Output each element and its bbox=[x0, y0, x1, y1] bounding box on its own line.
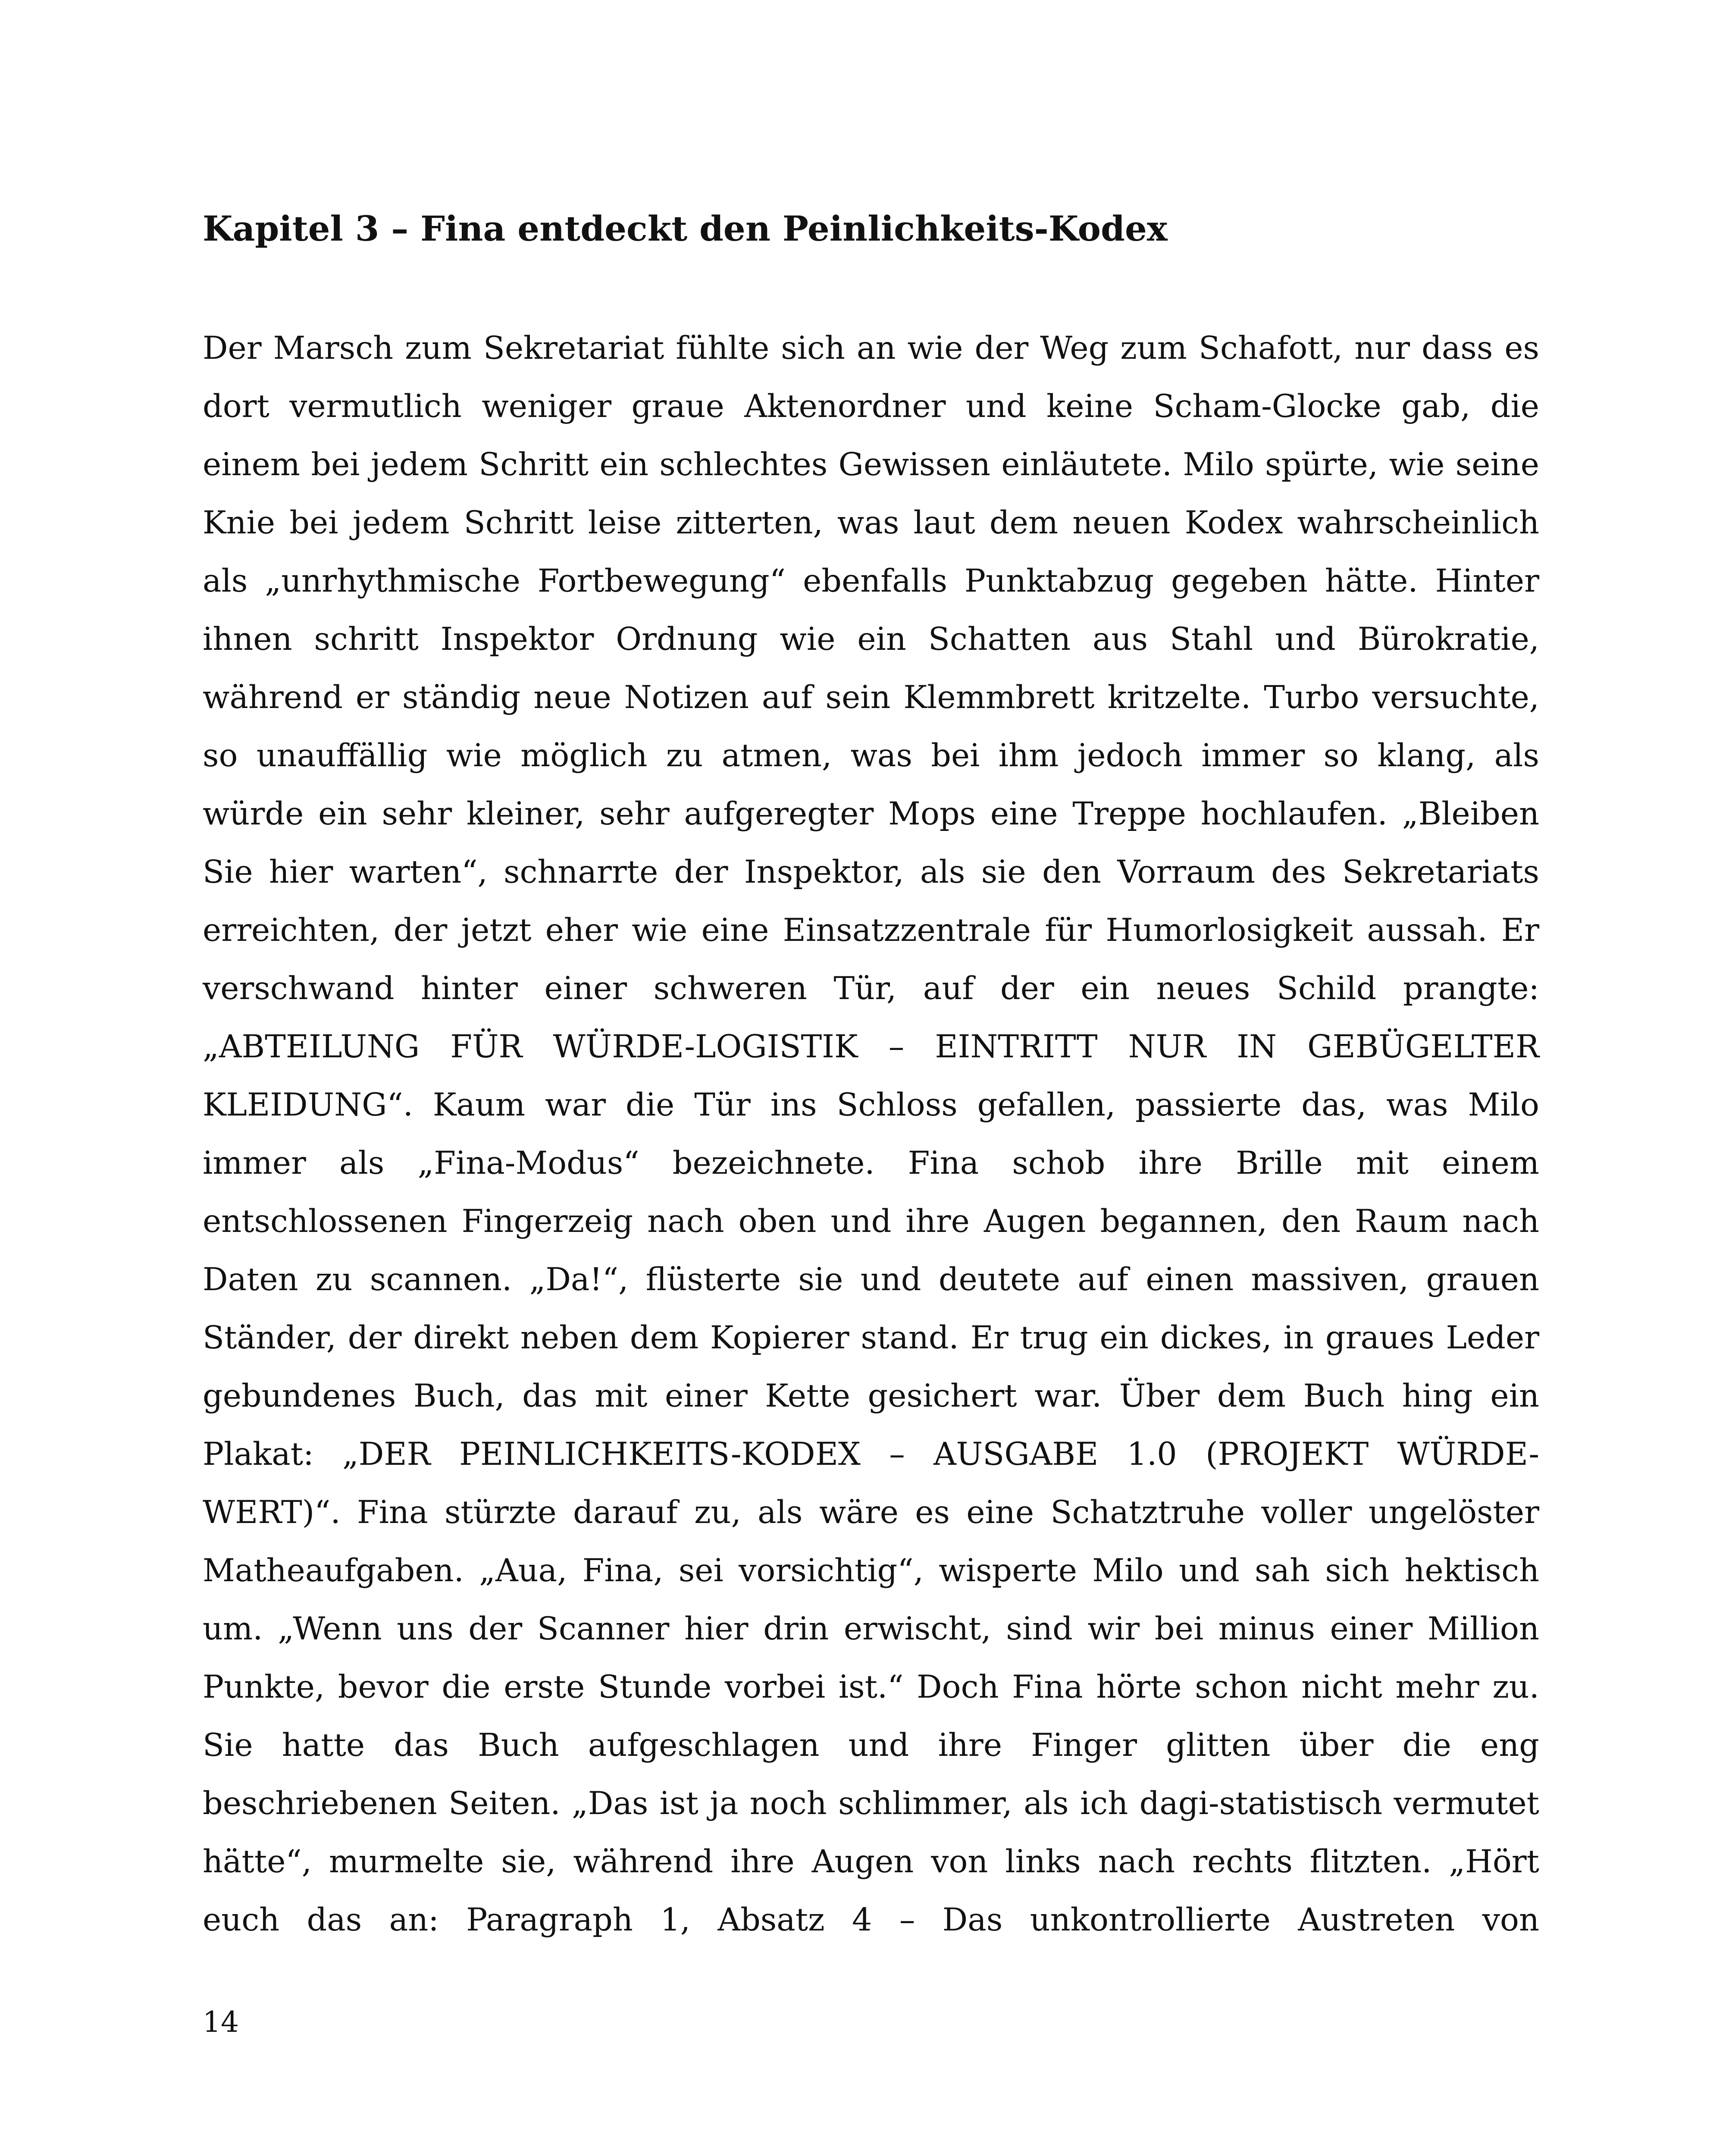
text-line: Ständer, der direkt neben dem Kopierer stand. Er trug ein dickes, in graues Leder bbox=[203, 1319, 1539, 1356]
text-line: um. „Wenn uns der Scanner hier drin erwischt, sind wir bei minus einer Million bbox=[203, 1611, 1539, 1647]
text-line: beschriebenen Seiten. „Das ist ja noch schlimmer, als ich dagi-statistisch vermutet bbox=[203, 1785, 1539, 1822]
text-line: hätte“, murmelte sie, während ihre Augen von links nach rechts flitzten. „Hört bbox=[203, 1843, 1539, 1880]
text-line: immer als „Fina-Modus“ bezeichnete. Fina schob ihre Brille mit einem bbox=[203, 1145, 1539, 1181]
text-line: gebundenes Buch, das mit einer Kette gesichert war. Über dem Buch hing ein bbox=[203, 1378, 1539, 1414]
text-line: erreichten, der jetzt eher wie eine Einsatzzentrale für Humorlosigkeit aussah. Er bbox=[203, 912, 1539, 949]
body-text bbox=[203, 319, 1539, 1949]
text-line: „ABTEILUNG FÜR WÜRDE-LOGISTIK – EINTRITT NUR IN GEBÜGELTER bbox=[203, 1028, 1539, 1065]
text-line: Sie hier warten“, schnarrte der Inspektor, als sie den Vorraum des Sekretariats bbox=[203, 854, 1539, 890]
text-line: während er ständig neue Notizen auf sein Klemmbrett kritzelte. Turbo versuchte, bbox=[203, 679, 1539, 716]
text-line: Punkte, bevor die erste Stunde vorbei ist.“ Doch Fina hörte schon nicht mehr zu. bbox=[203, 1669, 1539, 1705]
text-line: verschwand hinter einer schweren Tür, auf der ein neues Schild prangte: bbox=[203, 970, 1539, 1007]
text-line: so unauffällig wie möglich zu atmen, was bei ihm jedoch immer so klang, als bbox=[203, 737, 1539, 774]
text-line: Matheaufgaben. „Aua, Fina, sei vorsichtig“, wisperte Milo und sah sich hektisch bbox=[203, 1552, 1539, 1589]
text-line: würde ein sehr kleiner, sehr aufgeregter Mops eine Treppe hochlaufen. „Bleiben bbox=[203, 796, 1539, 832]
text-line: Knie bei jedem Schritt leise zitterten, was laut dem neuen Kodex wahrscheinlich bbox=[203, 505, 1539, 541]
text-line: Plakat: „DER PEINLICHKEITS-KODEX – AUSGABE 1.0 (PROJEKT WÜRDE- bbox=[203, 1436, 1539, 1473]
text-line: dort vermutlich weniger graue Aktenordner und keine Scham-Glocke gab, die bbox=[203, 388, 1539, 425]
text-line: KLEIDUNG“. Kaum war die Tür ins Schloss gefallen, passierte das, was Milo bbox=[203, 1087, 1539, 1123]
page-number: 14 bbox=[203, 2006, 239, 2039]
text-line: Daten zu scannen. „Da!“, flüsterte sie und deutete auf einen massiven, grauen bbox=[203, 1261, 1539, 1298]
text-line: WERT)“. Fina stürzte darauf zu, als wäre es eine Schatztruhe voller ungelöster bbox=[203, 1494, 1539, 1531]
text-line: entschlossenen Fingerzeig nach oben und ihre Augen begannen, den Raum nach bbox=[203, 1203, 1539, 1240]
text-line: ihnen schritt Inspektor Ordnung wie ein Schatten aus Stahl und Bürokratie, bbox=[203, 621, 1539, 658]
text-line: Der Marsch zum Sekretariat fühlte sich an wie der Weg zum Schafott, nur dass es bbox=[203, 330, 1539, 367]
text-line: als „unrhythmische Fortbewegung“ ebenfalls Punktabzug gegeben hätte. Hinter bbox=[203, 563, 1539, 599]
text-line: euch das an: Paragraph 1, Absatz 4 – Das unkontrollierte Austreten von bbox=[203, 1902, 1539, 1938]
text-line: Sie hatte das Buch aufgeschlagen und ihre Finger glitten über die eng bbox=[203, 1727, 1539, 1764]
text-line: einem bei jedem Schritt ein schlechtes Gewissen einläutete. Milo spürte, wie seine bbox=[203, 446, 1539, 483]
chapter-title: Kapitel 3 – Fina entdeckt den Peinlichkeits-Kodex bbox=[203, 208, 1168, 249]
